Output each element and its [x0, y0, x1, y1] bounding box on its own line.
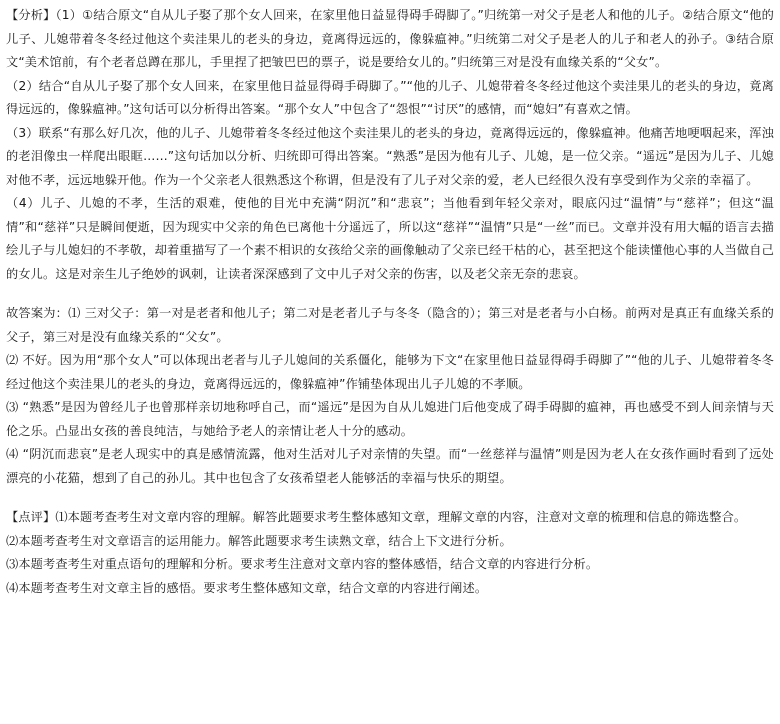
answer-part-2: ⑵ 不好。因为用“那个女人”可以体现出老者与儿子儿媳间的关系僵化，能够为下文“在家里他日益显得碍手碍脚了”“他的儿子、儿媳带着冬冬经过他这个卖洼果儿的老头的身边，竟离得远远的，像躲瘟神”作铺垫体现出儿子儿媳的不孝顺。 [6, 353, 774, 391]
comment-part-3: ⑶本题考查考生对重点语句的理解和分析。要求考生注意对文章内容的整体感悟，结合文章的内容进行分析。 [6, 557, 599, 571]
analysis-part-2: （2）结合“自从儿子娶了那个女人回来，在家里他日益显得碍手碍脚了。”“他的儿子、儿媳带着冬冬经过他这个卖洼果儿的老头的身边，竟离得远远的，像躲瘟神。”这句话可以分析得出答案。“那个女人”中包含了“怨恨”“讨厌”的感情，而“媳妇”有喜欢之情。 [6, 78, 774, 116]
comment-section [6, 506, 774, 600]
analysis-part-4: （4）儿子、儿媳的不孝，生活的艰难，使他的目光中充满“阴沉”和“悲哀”；当他看到年轻父亲对，眼底闪过“温情”与“慈祥”；但这“温情”和“慈祥”只是瞬间便逝，因为现实中父亲的角色已离他十分遥远了，所以这“慈祥”“温情”只是“一丝”而已。文章并没有用大幅的语言去描绘儿子与儿媳妇的不孝敬，却着重描写了一个素不相识的女孩给父亲的画像触动了父亲已经干枯的心，甚至把这个能读懂他心事的人当做自己的女儿。这是对亲生儿子绝妙的讽刺，让读者深深感到了文中儿子对父亲的伤害，以及老父亲无奈的悲哀。 [6, 196, 774, 281]
analysis-part-3: （3）联系“有那么好几次，他的儿子、儿媳带着冬冬经过他这个卖洼果儿的老头的身边，竟离得远远的，像躲瘟神。他痛苦地哽咽起来，浑浊的老泪像虫一样爬出眼眶……”这句话加以分析、归统即可得出答案。“熟悉”是因为他有儿子、儿媳，是一位父亲。“遥远”是因为儿子、儿媳对他不孝，远远地躲开他。作为一个父亲老人很熟悉这个称谓，但是没有了儿子对父亲的爱，老人已经很久没有享受到作为父亲的幸福了。 [6, 125, 774, 187]
answer-intro: 故答案为：⑴ 三对父子：第一对是老者和他儿子；第二对是老者儿子与冬冬（隐含的）；第三对是老者与小白杨。前两对是真正有血缘关系的父子，第三对是没有血缘关系的“父女”。 [6, 306, 774, 344]
analysis-section [6, 4, 774, 286]
comment-part-1: 【点评】⑴本题考查考生对文章内容的理解。解答此题要求考生整体感知文章，理解文章的内容，注意对文章的梳理和信息的筛选整合。 [6, 510, 747, 524]
answer-section [6, 302, 774, 490]
analysis-part-1: 【分析】（1）①结合原文“自从儿子娶了那个女人回来，在家里他日益显得碍手碍脚了。”归统第一对父子是老人和他的儿子。②结合原文“他的儿子、儿媳带着冬冬经过他这个卖洼果儿的老头的身边，竟离得远远的，像躲瘟神。”归统第二对父子是老人的儿子和老人的孙子。③结合原文“美术馆前，有个老者总蹲在那儿，手里捏了把皱巴巴的票子，说是要给女儿的。”归统第三对是没有血缘关系的“父女”。 [6, 8, 774, 69]
answer-part-4: ⑷ “阴沉而悲哀”是老人现实中的真是感情流露，他对生活对儿子对亲情的失望。而“一丝慈祥与温情”则是因为老人在女孩作画时看到了远处漂亮的小花猫，想到了自己的孙儿。其中也包含了女孩希望老人能够活的幸福与快乐的期望。 [6, 447, 774, 485]
section-gap [6, 286, 774, 302]
comment-part-4: ⑷本题考查考生对文章主旨的感悟。要求考生整体感知文章，结合文章的内容进行阐述。 [6, 580, 488, 595]
answer-part-3: ⑶ “熟悉”是因为曾经儿子也曾那样亲切地称呼自己，而“遥远”是因为自从儿媳进门后他变成了碍手碍脚的瘟神，再也感受不到人间亲情与天伦之乐。凸显出女孩的善良纯洁，与她给予老人的亲情让老人十分的感动。 [6, 400, 774, 438]
section-gap [6, 490, 774, 506]
comment-part-2: ⑵本题考查考生对文章语言的运用能力。解答此题要求考生读熟文章，结合上下文进行分析。 [6, 533, 512, 548]
